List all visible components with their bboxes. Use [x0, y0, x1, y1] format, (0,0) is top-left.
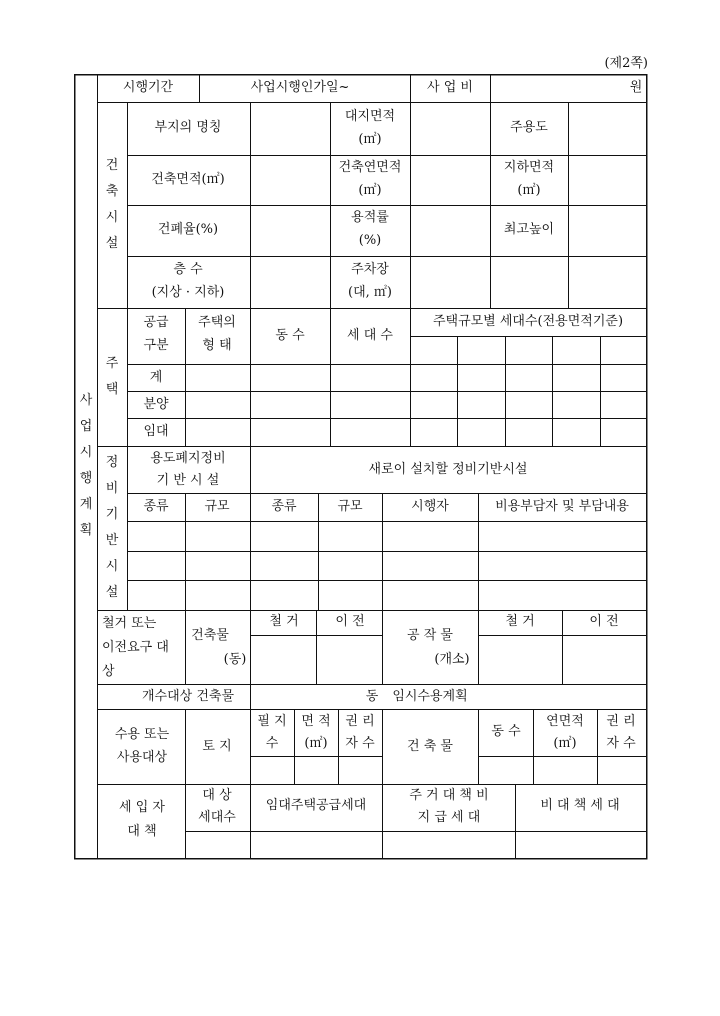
parcels-label-2: 수 — [265, 736, 279, 751]
expropriation-label-2: 사용대상 — [116, 750, 168, 765]
main-use-label: 주용도 — [510, 120, 548, 135]
max-height-label: 최고높이 — [503, 222, 555, 237]
expropriation-label: 수용 또는 — [114, 727, 170, 742]
households-label: 세 대 수 — [347, 328, 393, 343]
rental-supply-label: 임대주택공급세대 — [265, 798, 367, 813]
infra-kind-a: 종류 — [143, 499, 169, 514]
supply-label-2: 구분 — [143, 338, 169, 353]
demolition-building-label: 건축물 — [191, 628, 229, 643]
exp-holders-label: 권 리 — [606, 714, 636, 729]
page-number: (제2쪽) — [604, 56, 648, 71]
housing-rental-label: 임대 — [143, 424, 169, 439]
exp-building-label: 건 축 물 — [407, 739, 453, 754]
infra-kind-b: 종류 — [271, 499, 297, 514]
building-group-label: 건축시설 — [105, 158, 119, 251]
target-households-label-2: 세대수 — [198, 810, 236, 825]
parking-unit: (대, ㎡) — [348, 285, 392, 300]
housing-allowance-label: 주 거 대 책 비 — [409, 788, 489, 803]
parking-label: 주차장 — [351, 262, 389, 277]
households-by-size-label: 주택규모별 세대수(전용면적기준) — [432, 314, 624, 329]
exp-building-count-label: 동 수 — [491, 724, 521, 739]
floors-label: 층 수 — [173, 262, 203, 277]
land-area-sq-unit: (㎡) — [304, 736, 328, 751]
structure-label: 공 작 물 — [407, 628, 453, 643]
repair-building-unit: 동 — [365, 689, 379, 704]
no-measure-households-label: 비 대 책 세 대 — [540, 798, 620, 813]
infra-group-label: 정비기반시설 — [105, 455, 119, 600]
land-label: 토 지 — [202, 739, 232, 754]
supply-label: 공급 — [143, 315, 169, 330]
floors-unit: (지상 · 지하) — [151, 285, 225, 300]
land-holders-label: 권 리 — [345, 714, 375, 729]
demolish-structure-label: 철 거 — [505, 614, 535, 629]
land-area-unit: (㎡) — [358, 132, 382, 147]
gross-floor-label: 건축연면적 — [338, 160, 402, 175]
parcels-label: 필 지 — [257, 714, 287, 729]
demolition-building-unit: (동) — [223, 652, 247, 667]
housing-total-label: 계 — [149, 370, 163, 385]
tenant-label-2: 대 책 — [127, 824, 157, 839]
land-area-sq-label: 면 적 — [301, 714, 331, 729]
housing-type-label: 주택의 — [198, 315, 236, 330]
demolition-label-3: 상 — [102, 664, 115, 679]
new-infra-label: 새로이 설치할 정비기반시설 — [368, 462, 528, 477]
tenant-label: 세 입 자 — [119, 800, 165, 815]
infra-cost-share: 비용부담자 및 부담내용 — [495, 499, 629, 514]
demolition-label-2: 이전요구 대 — [102, 640, 169, 655]
coverage-label: 건폐율(%) — [157, 222, 219, 237]
basement-area-label: 지하면적 — [503, 160, 555, 175]
building-area-label: 건축면적(㎡) — [151, 172, 225, 187]
exp-gfa-label: 연면적 — [546, 714, 584, 729]
land-holders-label-2: 자 수 — [345, 736, 375, 751]
move-building-label: 이 전 — [335, 614, 365, 629]
period-value[interactable]: 사업시행인가일~ — [250, 80, 350, 95]
housing-sale-label: 분양 — [143, 397, 169, 412]
demolish-building-label: 철 거 — [269, 614, 299, 629]
housing-group-label: 주택 — [105, 356, 119, 397]
housing-type-label-2: 형 태 — [202, 338, 232, 353]
buildings-label: 동 수 — [275, 328, 305, 343]
section-label: 사업시행계획 — [79, 393, 93, 538]
land-area-label: 대지면적 — [344, 109, 396, 124]
cost-label: 사 업 비 — [427, 80, 473, 95]
housing-allowance-label-2: 지 급 세 대 — [417, 810, 481, 825]
abolished-infra-label: 용도폐지정비 — [150, 451, 226, 466]
infra-operator: 시행자 — [411, 499, 449, 514]
temporary-housing-label: 임시수용계획 — [392, 689, 468, 704]
abolished-infra-label-2: 기 반 시 설 — [156, 473, 220, 488]
period-label: 시행기간 — [122, 80, 174, 95]
cost-unit: 원 — [629, 80, 643, 95]
infra-scale-a: 규모 — [204, 499, 230, 514]
target-households-label: 대 상 — [202, 788, 232, 803]
repair-building-label: 개수대상 건축물 — [141, 689, 235, 704]
exp-holders-label-2: 자 수 — [606, 736, 636, 751]
basement-area-unit: (㎡) — [517, 183, 541, 198]
move-structure-label: 이 전 — [589, 614, 619, 629]
far-unit: (%) — [358, 233, 382, 248]
gross-floor-unit: (㎡) — [358, 183, 382, 198]
exp-gfa-unit: (㎡) — [553, 736, 577, 751]
site-name-label: 부지의 명칭 — [154, 120, 222, 135]
infra-scale-b: 규모 — [337, 499, 363, 514]
demolition-label: 철거 또는 — [102, 616, 157, 631]
structure-unit: (개소) — [434, 652, 470, 667]
far-label: 용적률 — [351, 210, 389, 225]
